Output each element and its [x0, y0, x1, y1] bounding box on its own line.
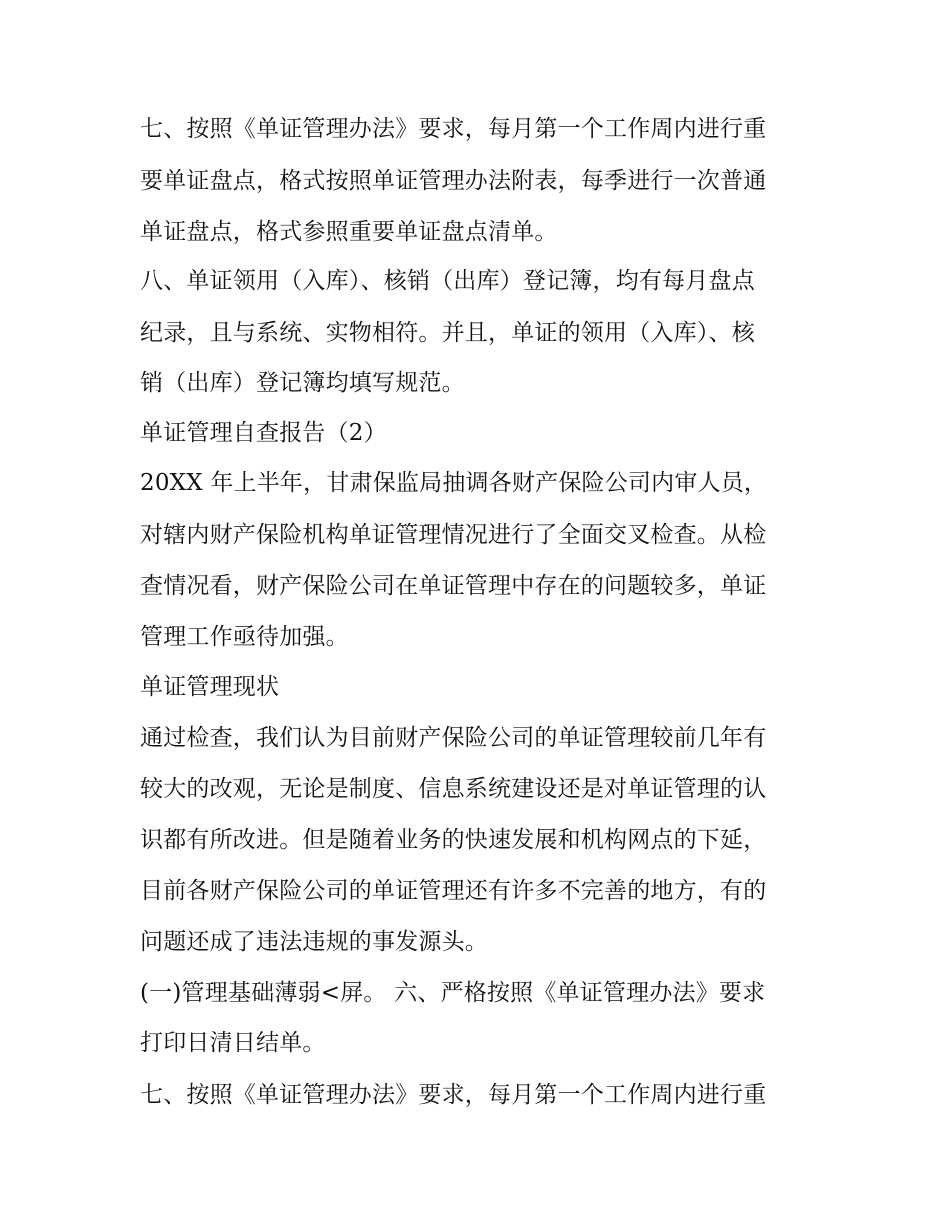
text-line: 20XX 年上半年，甘肃保监局抽调各财产保险公司内审人员， — [140, 470, 768, 496]
text-line: 八、单证领用（入库）、核销（出库）登记簿，均有每月盘点 — [140, 268, 755, 294]
text-line: 销（出库）登记簿均填写规范。 — [140, 370, 465, 396]
text-line: 问题还成了违法违规的事发源头。 — [140, 929, 488, 955]
text-line: (一)管理基础薄弱<屏。 六、严格按照《单证管理办法》要求 — [140, 980, 766, 1006]
text-line: 七、按照《单证管理办法》要求，每月第一个工作周内进行重 — [140, 1082, 767, 1108]
text-line: 单证盘点，格式参照重要单证盘点清单。 — [140, 219, 558, 245]
text-line: 要单证盘点，格式按照单证管理办法附表，每季进行一次普通 — [140, 168, 767, 194]
text-line: 较大的改观，无论是制度、信息系统建设还是对单证管理的认 — [140, 776, 767, 802]
text-line: 打印日清日结单。 — [140, 1030, 326, 1056]
text-line: 管理工作亟待加强。 — [140, 624, 349, 650]
text-line: 目前各财产保险公司的单证管理还有许多不完善的地方，有的 — [140, 878, 767, 904]
text-line: 查情况看，财产保险公司在单证管理中存在的问题较多，单证 — [140, 573, 767, 599]
text-line: 对辖内财产保险机构单证管理情况进行了全面交叉检查。从检 — [140, 522, 767, 548]
section-heading: 单证管理现状 — [140, 674, 280, 700]
text-line: 通过检查，我们认为目前财产保险公司的单证管理较前几年有 — [140, 725, 767, 751]
text-line: 纪录，且与系统、实物相符。并且，单证的领用（入库）、核 — [140, 320, 755, 346]
text-line: 七、按照《单证管理办法》要求，每月第一个工作周内进行重 — [140, 116, 767, 142]
text-line: 识都有所改进。但是随着业务的快速发展和机构网点的下延， — [140, 827, 767, 853]
section-heading: 单证管理自查报告（2） — [140, 420, 387, 446]
